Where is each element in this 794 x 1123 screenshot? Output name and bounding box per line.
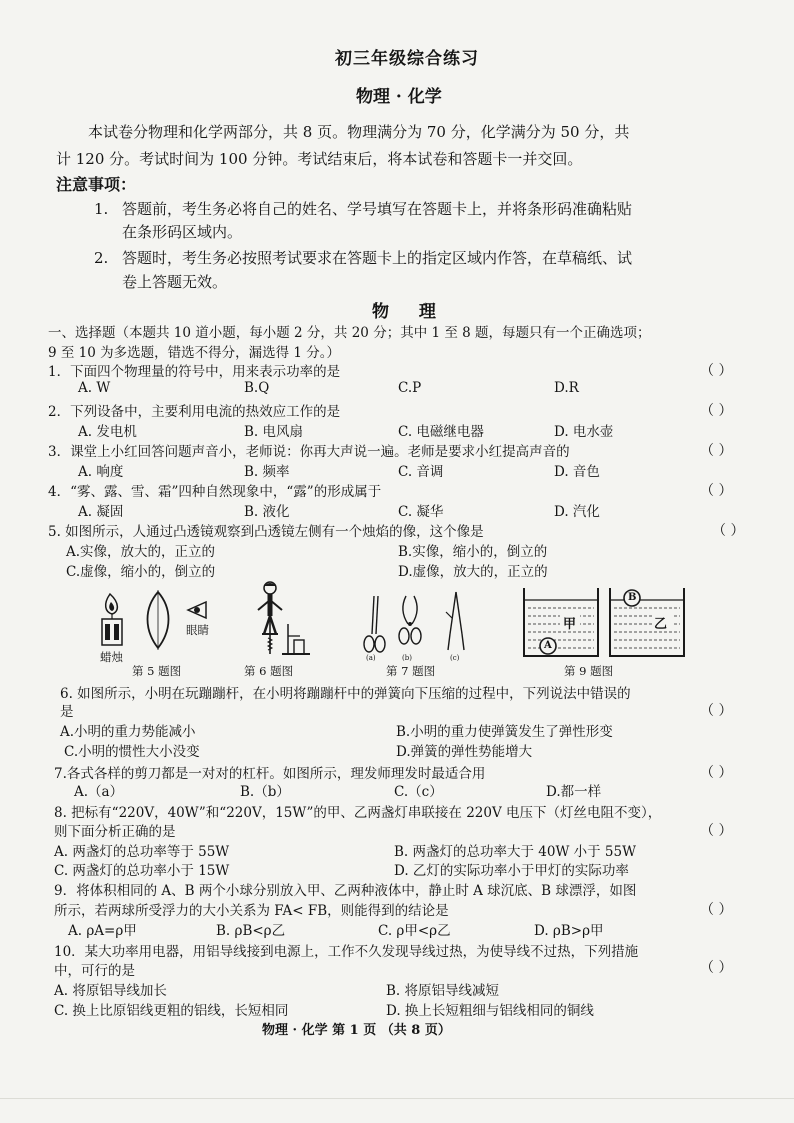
question-1-stem: 1．下面四个物理量的符号中，用来表示功率的是 [48,364,341,380]
figure-9-label-a: A [544,640,552,651]
intro-line-1: 本试卷分物理和化学两部分，共 8 页。物理满分为 70 分，化学满分为 50 分，共 [88,123,630,141]
question-1-option-c: C.P [398,380,422,396]
question-5-option-c: C.虚像，缩小的，倒立的 [66,564,216,580]
question-10-stem-line-1: 10．某大功率用电器，用铝导线接到电源上，工作不久发现导线过热，为使导线不过热，下列措施 [54,944,639,960]
question-4-option-c: C. 凝华 [398,504,444,520]
question-9-option-c: C. ρ甲<ρ乙 [378,923,451,939]
question-2-option-d: D. 电水壶 [554,424,614,440]
scan-artifact-line [0,1098,794,1099]
question-10-option-b: B. 将原铝导线减短 [386,983,500,999]
question-5-stem: 5. 如图所示，人通过凸透镜观察到凸透镜左侧有一个烛焰的像，这个像是 [48,524,484,540]
question-9-stem-line-2: 所示，若两球所受浮力的大小关系为 FA< FB，则能得到的结论是 [54,903,449,919]
question-3-option-a: A. 响度 [78,464,124,480]
figure-6-caption: 第 6 题图 [244,664,294,678]
note-1-number: 1. [94,200,109,218]
question-10-stem-line-2: 中，可行的是 [54,963,135,979]
question-8-stem-line-1: 8. 把标有“220V，40W”和“220V，15W”的甲、乙两盏灯串联接在 220V 电压下（灯丝电阻不变）， [54,805,662,821]
stand-block [294,640,304,654]
figure-5-label-candle: 蜡烛 [100,650,123,664]
question-2-answer-blank[interactable]: （ ） [700,403,733,419]
question-2-stem: 2．下列设备中，主要利用电流的热效应工作的是 [48,404,341,420]
question-3-answer-blank[interactable]: （ ） [700,443,733,459]
question-1-option-d: D.R [554,380,579,396]
question-10-option-c: C. 换上比原铝线更粗的铝线，长短相同 [54,1003,289,1019]
question-9-option-b: B. ρB<ρ乙 [216,923,286,939]
figure-7-label-b: (b) [402,654,412,662]
question-9-stem-line-1: 9．将体积相同的 A、B 两个小球分别放入甲、乙两种液体中，静止时 A 球沉底、B 球漂浮，如图 [54,883,637,899]
question-10-answer-blank[interactable]: （ ） [700,960,733,976]
question-9-answer-blank[interactable]: （ ） [700,902,733,918]
scissors-b-icon [399,596,421,644]
question-6-stem-line-1: 6. 如图所示，小明在玩蹦蹦杆，在小明将蹦蹦杆中的弹簧向下压缩的过程中，下列说法中错误的 [60,686,631,702]
exam-title: 初三年级综合练习 [335,49,479,69]
question-6-option-d: D.弹簧的弹性势能增大 [396,744,533,760]
question-5-answer-blank[interactable]: （ ） [712,523,745,539]
figure-5-label-eye: 眼睛 [186,623,209,637]
figure-7-label-a: (a) [366,654,376,662]
question-10-option-d: D. 换上长短粗细与铝线相同的铜线 [386,1003,594,1019]
question-8-stem-line-2: 则下面分析正确的是 [54,824,176,840]
beaker-jia-icon [524,588,598,656]
scissors-a-icon [364,596,385,652]
figure-5-caption: 第 5 题图 [132,664,182,678]
question-3-option-c: C. 音调 [398,464,444,480]
section-title-physics: 物 理 [372,302,448,322]
question-7-option-c: C.（c） [394,784,443,800]
figure-7-label-c: (c) [450,654,460,662]
beaker-yi-icon [610,588,684,656]
question-3-option-d: D. 音色 [554,464,600,480]
question-4-answer-blank[interactable]: （ ） [700,483,733,499]
question-6-option-a: A.小明的重力势能减小 [60,724,196,740]
question-7-stem: 7.各式各样的剪刀都是一对对的杠杆。如图所示，理发师理发时最适合用 [54,766,486,782]
question-8-option-d: D. 乙灯的实际功率小于甲灯的实际功率 [394,863,629,879]
question-6-answer-blank[interactable]: （ ） [700,703,733,719]
question-7-option-d: D.都一样 [546,784,602,800]
question-6-option-c: C.小明的惯性大小没变 [64,744,200,760]
exam-subtitle: 物理 · 化学 [356,87,442,107]
question-1-option-b: B.Q [244,380,270,396]
figure-9-label-b: B [628,592,637,603]
part1-instructions-line-2: 9 至 10 为多选题，错选不得分，漏选得 1 分。） [48,345,341,361]
figure-7-caption: 第 7 题图 [386,664,436,678]
question-10-option-a: A. 将原铝导线加长 [54,983,167,999]
question-8-option-c: C. 两盏灯的总功率小于 15W [54,863,230,879]
boy-leg-right [270,616,276,634]
figure-7-scissors [360,590,470,662]
figure-6-pogo-stick [248,580,318,662]
candle-flame-core-icon [109,602,114,611]
figure-9-label-jia: 甲 [563,617,577,632]
question-2-option-a: A. 发电机 [78,424,137,440]
question-9-option-a: A. ρA=ρ甲 [68,923,137,939]
question-5-option-d: D.虚像，放大的，正立的 [398,564,548,580]
boy-leg-left [264,616,270,634]
question-3-option-b: B. 频率 [244,464,290,480]
eye-pupil-icon [194,607,200,613]
note-1-line-2: 在条形码区域内。 [122,223,243,241]
notes-heading: 注意事项： [56,175,137,194]
question-6-option-b: B.小明的重力使弹簧发生了弹性形变 [396,724,613,740]
question-5-option-b: B.实像，缩小的，倒立的 [398,544,548,560]
question-4-option-d: D. 汽化 [554,504,600,520]
question-4-stem: 4．“雾、露、雪、霜”四种自然现象中，“露”的形成属于 [48,484,382,500]
question-3-stem: 3．课堂上小红回答问题声音小，老师说：你再大声说一遍。老师是要求小红提高声音的 [48,444,570,460]
note-2-line-1: 答题时，考生务必按照考试要求在答题卡上的指定区域内作答，在草稿纸、试 [122,249,633,267]
question-8-option-b: B. 两盏灯的总功率大于 40W 小于 55W [394,844,636,860]
question-4-option-b: B. 液化 [244,504,290,520]
question-2-option-c: C. 电磁继电器 [398,424,484,440]
question-1-option-a: A. W [78,380,111,396]
question-6-stem-line-2: 是 [60,704,74,720]
candle-shade-left [105,624,110,640]
question-7-option-b: B.（b） [240,784,290,800]
note-1-line-1: 答题前，考生务必将自己的姓名、学号填写在答题卡上，并将条形码准确粘贴 [122,200,633,218]
question-8-answer-blank[interactable]: （ ） [700,823,733,839]
question-4-option-a: A. 凝固 [78,504,124,520]
note-2-line-2: 卷上答题无效。 [122,273,228,291]
intro-line-2: 计 120 分。考试时间为 100 分钟。考试结束后，将本试卷和答题卡一并交回。 [56,150,583,168]
figure-9-caption: 第 9 题图 [564,664,614,678]
question-1-answer-blank[interactable]: （ ） [700,363,733,379]
figure-9-label-yi: 乙 [654,617,668,632]
scissors-c-icon [446,592,464,650]
question-9-option-d: D. ρB>ρ甲 [534,923,604,939]
question-7-option-a: A.（a） [74,784,124,800]
question-2-option-b: B. 电风扇 [244,424,304,440]
question-7-answer-blank[interactable]: （ ） [700,765,733,781]
page-footer: 物理 · 化学 第 1 页 （共 8 页） [262,1023,451,1038]
candle-shade-right [114,624,119,640]
question-8-option-a: A. 两盏灯的总功率等于 55W [54,844,230,860]
part1-instructions-line-1: 一、选择题（本题共 10 道小题，每小题 2 分，共 20 分；其中 1 至 8 题，每题只有一个正确选项； [48,325,651,341]
question-5-option-a: A.实像，放大的，正立的 [66,544,216,560]
note-2-number: 2. [94,249,109,267]
